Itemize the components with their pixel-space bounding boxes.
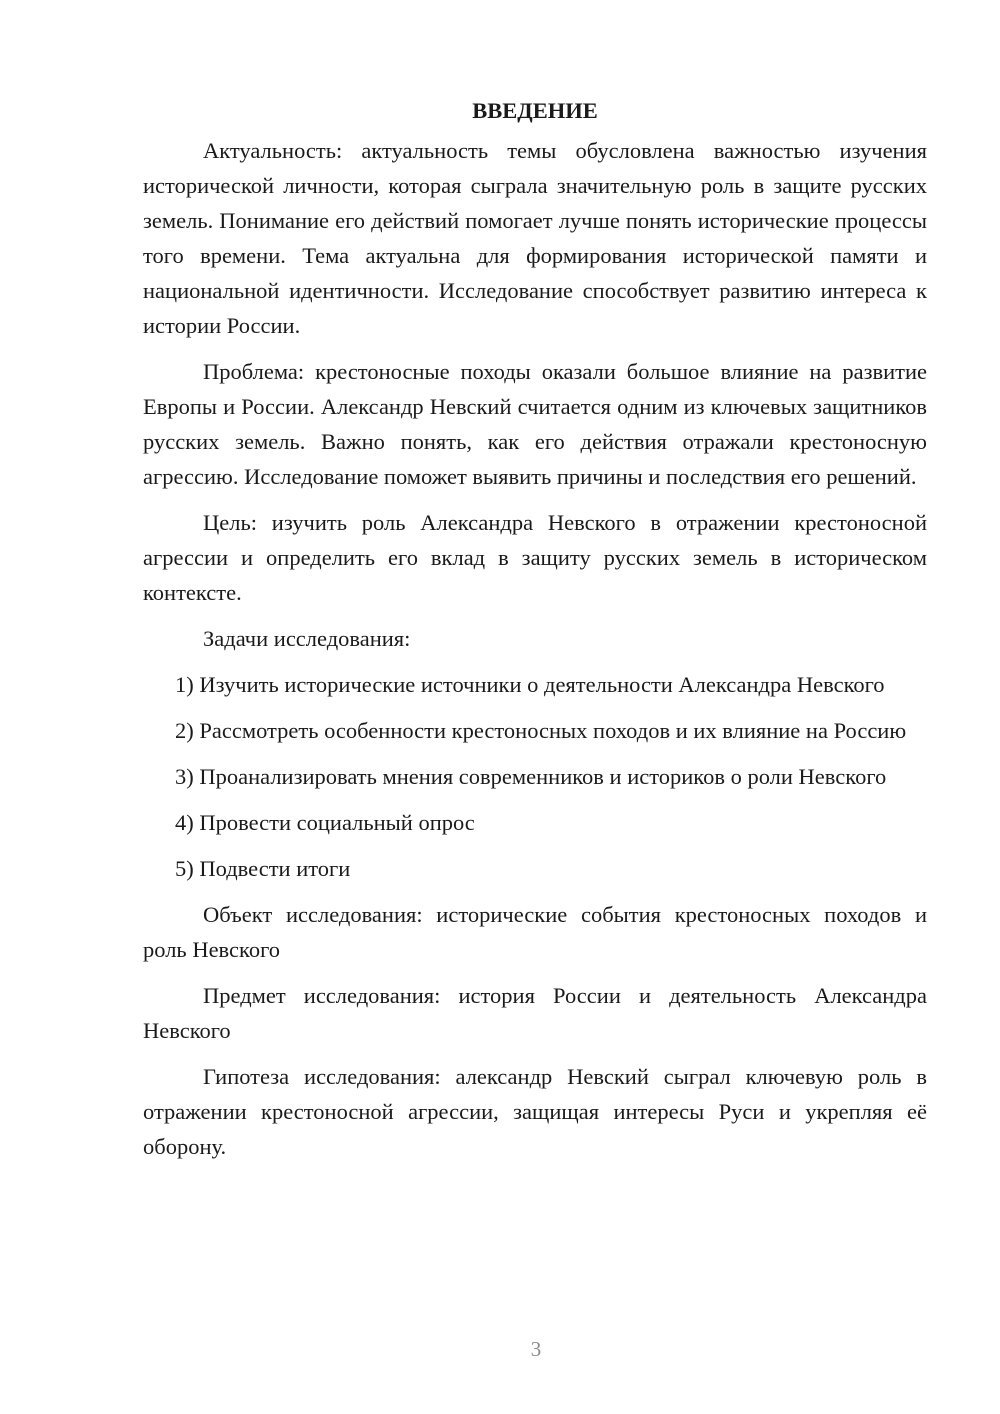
task-item: 4) Провести социальный опрос	[175, 810, 475, 835]
task-item: 2) Рассмотреть особенности крестоносных походов и их влияние на Россию	[175, 718, 907, 743]
problem-paragraph: Проблема: крестоносные походы оказали большое влияние на развитие Европы и России. Александр Невский считается одним из ключевых защитников русских земель. Важно понять, как его действия отражали крестоносную агрессию. Исследование поможет выявить причины и последствия его решений.	[143, 359, 927, 489]
task-item: 1) Изучить исторические источники о деятельности Александра Невского	[175, 672, 885, 697]
page-content	[143, 93, 927, 1175]
page-number: 3	[530, 1337, 542, 1361]
task-item: 3) Проанализировать мнения современников и историков о роли Невского	[175, 764, 887, 789]
hypothesis-paragraph: Гипотеза исследования: александр Невский сыграл ключевую роль в отражении крестоносной агрессии, защищая интересы Руси и укрепляя её оборону.	[143, 1064, 927, 1159]
task-item: 5) Подвести итоги	[175, 856, 351, 881]
tasks-heading: Задачи исследования:	[203, 626, 411, 651]
relevance-paragraph: Актуальность: актуальность темы обусловлена важностью изучения исторической личности, которая сыграла значительную роль в защите русских земель. Понимание его действий помогает лучше понять исторические процессы того времени. Тема актуальна для формирования исторической памяти и национальной идентичности. Исследование способствует развитию интереса к истории России.	[143, 138, 927, 338]
subject-paragraph: Предмет исследования: история России и деятельность Александра Невского	[143, 983, 927, 1043]
goal-paragraph: Цель: изучить роль Александра Невского в отражении крестоносной агрессии и определить его вклад в защиту русских земель в историческом контексте.	[143, 510, 927, 605]
page-title: ВВЕДЕНИЕ	[472, 98, 598, 123]
object-paragraph: Объект исследования: исторические события крестоносных походов и роль Невского	[143, 902, 927, 962]
